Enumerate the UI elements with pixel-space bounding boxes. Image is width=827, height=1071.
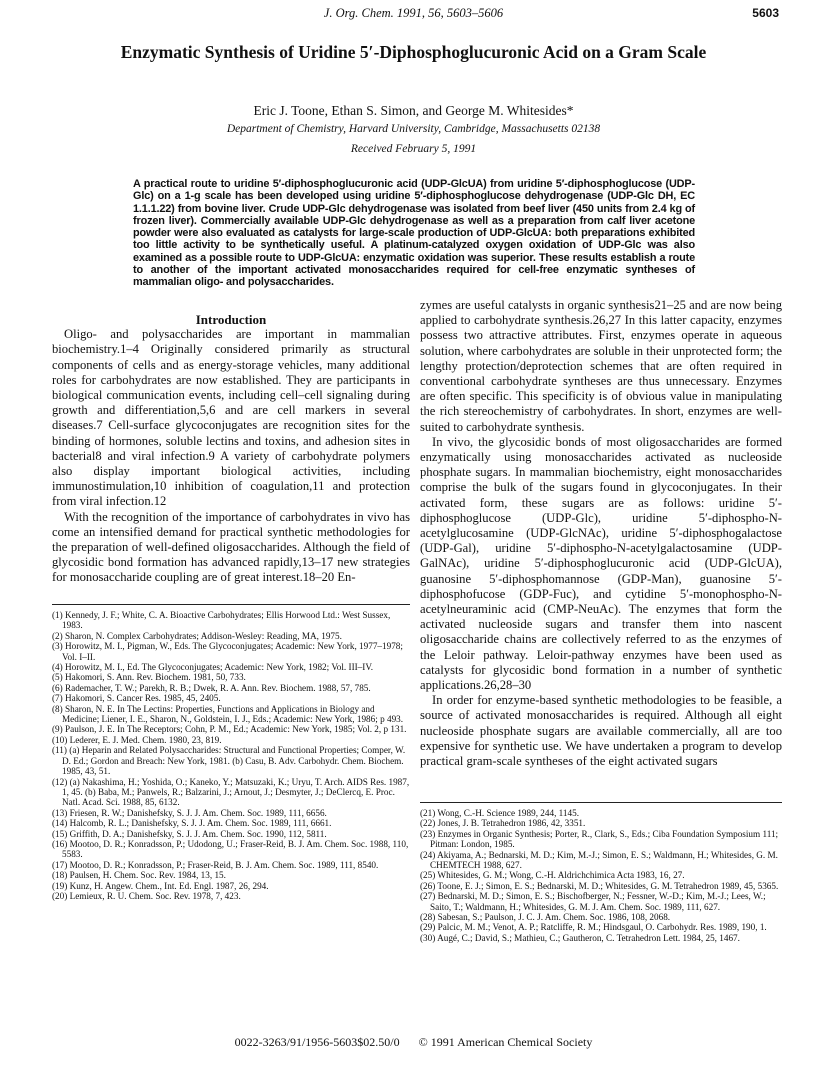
reference: (27) Bednarski, M. D.; Simon, E. S.; Bischofberger, N.; Fessner, W.-D.; Kim, M.-J.; Lees, W.; Saito, T.; Waldmann, H.; Whitesides, G. M. J. Am. Chem. Soc. 1989, 111, 627. [420,891,766,912]
reference: (15) Griffith, D. A.; Danishefsky, S. J. J. Am. Chem. Soc. 1990, 112, 5811. [52,828,327,839]
authors: Eric J. Toone, Ethan S. Simon, and George M. Whitesides* [253,103,574,118]
body-column-left [52,312,410,586]
copyright: © 1991 American Chemical Society [418,1035,593,1049]
reference: (18) Paulsen, H. Chem. Soc. Rev. 1984, 13, 15. [52,870,226,881]
reference: (28) Sabesan, S.; Paulson, J. C. J. Am. Chem. Soc. 1986, 108, 2068. [420,912,671,923]
reference: (30) Augé, C.; David, S.; Mathieu, C.; Gautheron, C. Tetrahedron Lett. 1984, 25, 1467. [420,932,740,943]
reference: (22) Jones, J. B. Tetrahedron 1986, 42, 3351. [420,818,586,829]
reference: (9) Paulson, J. E. In The Receptors; Cohn, P. M., Ed.; Academic: New York, 1985; Vol. 2, p 131. [52,724,407,735]
reference: (20) Lemieux, R. U. Chem. Soc. Rev. 1978, 7, 423. [52,890,241,901]
received-date: Received February 5, 1991 [350,143,477,155]
reference: (29) Palcic, M. M.; Venot, A. P.; Ratcliffe, R. M.; Hindsgaul, O. Carbohydr. Res. 1989, 190, 1. [420,922,767,933]
running-header [0,6,827,24]
reference: (13) Friesen, R. W.; Danishefsky, S. J. J. Am. Chem. Soc. 1989, 111, 6656. [52,807,327,818]
page-number: 5603 [752,6,779,20]
reference: (11) (a) Heparin and Related Polysaccharides: Structural and Functional Properties; Comper, W. D. Ed.; Gordon and Breach: New York, 1981. (b) Casu, B. Adv. Carbohydr. Chem. Biochem. 1985, 43, 51. [52,745,406,777]
reference: (2) Sharon, N. Complex Carbohydrates; Addison-Wesley: Reading, MA, 1975. [52,630,342,641]
reference: (21) Wong, C.-H. Science 1989, 244, 1145. [420,808,579,818]
reference: (26) Toone, E. J.; Simon, E. S.; Bednarski, M. D.; Whitesides, G. M. Tetrahedron 1989, 45, 5365. [420,880,779,891]
reference: (25) Whitesides, G. M.; Wong, C.-H. Aldrichchimica Acta 1983, 16, 27. [420,870,685,881]
reference: (4) Horowitz, M. I., Ed. The Glycoconjugates; Academic: New York, 1982; Vol. III–IV. [52,662,374,673]
reference: (12) (a) Nakashima, H.; Yoshida, O.; Kaneko, Y.; Matsuzaki, K.; Uryu, T. Arch. AIDS Res. 1987, 1, 45. (b) Baba, M.; Panwels, R.; Balzarini, J.; Arnout, J.; Desmyter, J.; DeClercq, E. Proc. Natl. Acad. Sci. 1988, 85, 6132. [52,776,410,808]
paragraph: In order for enzyme-based synthetic methodologies to be feasible, a source of activated monosaccharides is required. Although all eight nucleoside phosphate sugars are available commercially, all are too expensive for synthetic use. We have undertaken a program to develop practical gram-scale syntheses of the eight activated sugars [420,693,782,769]
body-column-right [420,298,782,769]
reference: (6) Rademacher, T. W.; Parekh, R. B.; Dwek, R. A. Ann. Rev. Biochem. 1988, 57, 785. [52,682,371,693]
reference: (24) Akiyama, A.; Bednarski, M. D.; Kim, M.-J.; Simon, E. S.; Waldmann, H.; Whitesides, G. M. CHEMTECH 1988, 627. [420,849,778,871]
abstract: A practical route to uridine 5′-diphosphoglucuronic acid (UDP-GlcUA) from uridine 5′-diphosphoglucose (UDP-Glc) on a 1-g scale has been developed using uridine 5′-diphosphoglucose dehydrogenase (UDP-Glc DH, EC 1.1.1.22) from bovine liver. Crude UDP-Glc dehydrogenase was isolated from beef liver (450 units from 2.4 kg of frozen liver). Commercially available UDP-Glc dehydrogenase as well as a preparation from calf liver acetone powder were also evaluated as catalysts for large-scale production of UDP-GlcUA: both preparations exhibited too little activity to be synthetically useful. A platinum-catalyzed oxygen oxidation of UDP-Glc was also examined as a possible route to UDP-GlcUA: enzymatic oxidation was superior. These results establish a route to another of the important activated monosaccharides required for cell-free enzymatic syntheses of mammalian oligo- and polysaccharides. [133,178,695,289]
reference: (16) Mootoo, D. R.; Konradsson, P.; Udodong, U.; Fraser-Reid, B. J. Am. Chem. Soc. 1988, 110, 5583. [52,838,409,860]
journal-citation: J. Org. Chem. 1991, 56, 5603–5606 [323,6,504,20]
article-title: Enzymatic Synthesis of Uridine 5′-Diphosphoglucuronic Acid on a Gram Scale [120,42,707,62]
reference: (19) Kunz, H. Angew. Chem., Int. Ed. Engl. 1987, 26, 294. [52,880,269,891]
references-right [420,802,782,943]
reference: (1) Kennedy, J. F.; White, C. A. Bioactive Carbohydrates; Ellis Horwood Ltd.: West Sussex, 1983. [52,610,391,631]
references-left [52,604,410,901]
reference: (23) Enzymes in Organic Synthesis; Porter, R., Clark, S., Eds.; Ciba Foundation Symposium 111; Pitman: London, 1985. [420,828,779,850]
paragraph: With the recognition of the importance of carbohydrates in vivo has come an intensified demand for practical synthetic methodologies for the preparation of well-defined oligosaccharides. Although the field of glycosidic bond formation has advanced rapidly,13–17 new strategies for monosaccharide coupling are of great interest.18–20 En- [52,509,410,585]
reference: (14) Halcomb, R. L.; Danishefsky, S. J. J. Am. Chem. Soc. 1989, 111, 6661. [52,818,332,829]
reference: (10) Lederer, E. J. Med. Chem. 1980, 23, 819. [52,734,222,745]
section-title: Introduction [195,312,267,327]
article-code: 0022-3263/91/1956-5603$02.50/0 [234,1035,400,1049]
paragraph: Oligo- and polysaccharides are important in mammalian biochemistry.1–4 Originally considered primarily as structural components of cells and as energy-storage vehicles, many additional roles for carbohydrates are now established. They are participants in biological communication events, including cell–cell signaling during growth and differentiation,5,6 and are cell markers in several diseases.7 Cell-surface glycoconjugates are recognition sites for the binding of hormones, soluble lectins and toxins, and adhesion sites in bacterial8 and viral infection.9 A variety of carbohydrate polymers also display important biological activities, including immunostimulation,10 inhibition of coagulation,11 and protection from viral infection.12 [52,327,410,509]
page-footer [0,1035,827,1050]
reference: (8) Sharon, N. E. In The Lectins: Properties, Functions and Applications in Biology and Medicine; Liener, I. E., Sharon, N., Goldstein, I. J., Eds.; Academic: New York, 1986; p 493. [52,703,404,725]
reference: (17) Mootoo, D. R.; Konradsson, P.; Fraser-Reid, B. J. Am. Chem. Soc. 1989, 111, 8540. [52,859,379,870]
affiliation: Department of Chemistry, Harvard University, Cambridge, Massachusetts 02138 [226,123,601,135]
paragraph: zymes are useful catalysts in organic synthesis21–25 and are now being applied to carbohydrate synthesis.26,27 In this latter capacity, enzymes possess two attractive attributes. First, enzymes operate in aqueous solution, where carbohydrates are soluble in their unprotected form; the lengthy protection/deprotection schemes that are often required in conventional carbohydrate syntheses are thus unnecessary. Enzymes are often specific. This specificity is of obvious value in manipulating the rich stereochemistry of carbohydrates. In short, enzymes are well-suited to carbohydrate synthesis. [420,298,782,434]
reference: (3) Horowitz, M. I., Pigman, W., Eds. The Glycoconjugates; Academic: New York, 1977–1978; Vol. I–II. [52,641,403,662]
paragraph: In vivo, the glycosidic bonds of most oligosaccharides are formed enzymatically using monosaccharides activated as nucleoside phosphate sugars. In mammalian biochemistry, eight monosaccharides comprise the bulk of the sugars found in glycoconjugates. In their activated form, these sugars are as follows: uridine 5′-diphosphoglucose (UDP-Glc), uridine 5′-diphospho-N-acetylglucosamine (UDP-GlcNAc), uridine 5′-diphosphogalactose (UDP-Gal), uridine 5′-diphospho-N-acetylgalactosamine (UDP-GalNAc), uridine 5′-diphosphoglucuronic acid (UDP-GlcUA), guanosine 5′-diphosphomannose (GDP-Man), guanosine 5′-diphosphofucose (GDP-Fuc), and cytidine 5′-monophospho-N-acetylneuraminic acid (CMP-NeuAc). The enzymes that form the activated nucleoside sugars and transfer them into nascent oligosaccharide chains are collectively referred to as the enzymes of the Leloir pathway. Leloir-pathway enzymes have been used as catalysts for glycosidic bond formation in a number of synthetic applications.26,28–30 [420,434,782,693]
reference: (5) Hakomori, S. Ann. Rev. Biochem. 1981, 50, 733. [52,672,246,683]
reference: (7) Hakomori, S. Cancer Res. 1985, 45, 2405. [52,693,221,704]
